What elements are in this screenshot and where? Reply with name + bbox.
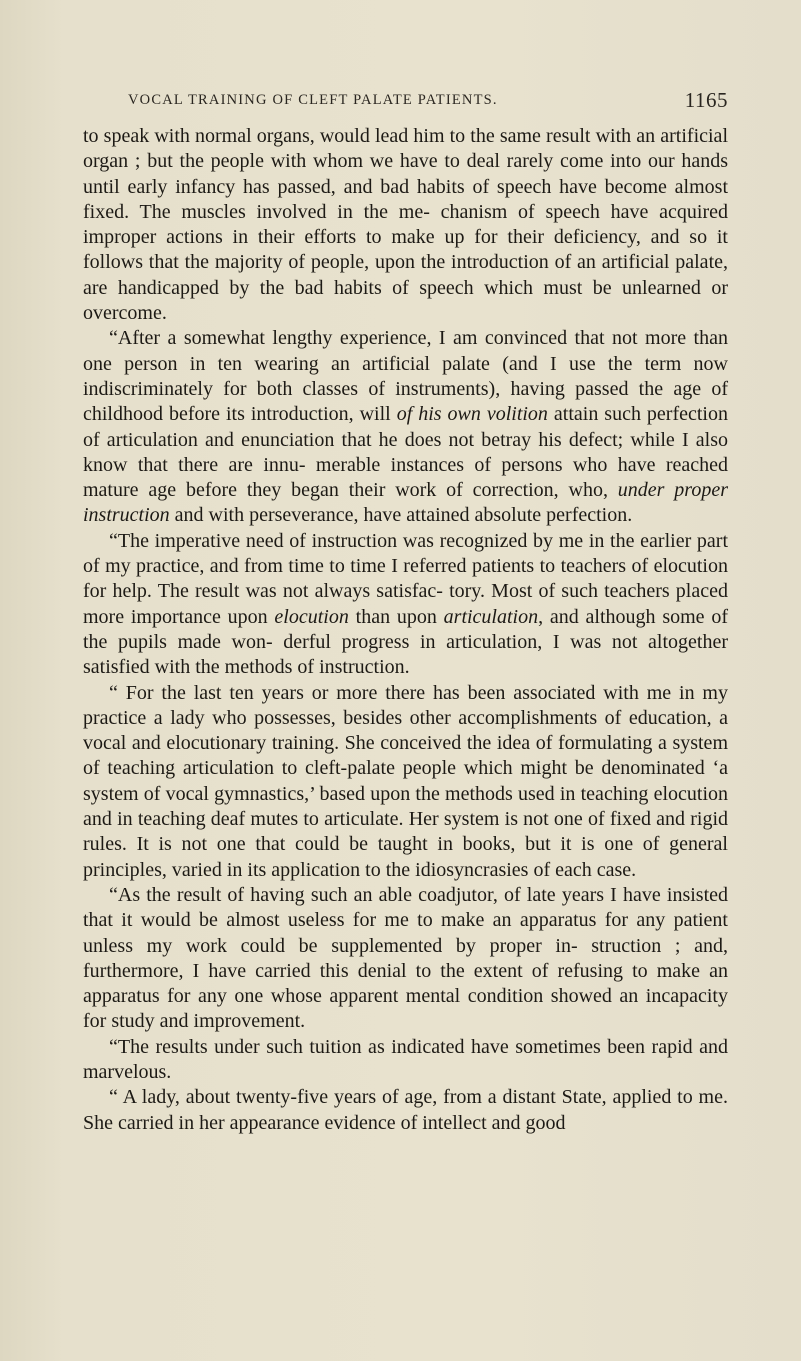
text-run: “The imperative need of instruction was recognized by me in the earlier part of my practice, and from time to time I referred patients to teachers of elocution for help. The result was not always satisfac- tory. Most of such teachers placed more importance upon bbox=[83, 529, 728, 628]
text-run: , and although some of the pupils made won- derful progress in articulation, I was not altogether satisfied with the methods of instruction. bbox=[83, 605, 728, 679]
text-run: and with perseverance, have attained absolute perfection. bbox=[169, 504, 633, 527]
paragraph bbox=[83, 681, 728, 883]
body-text bbox=[83, 124, 728, 1136]
paragraph bbox=[83, 1035, 728, 1086]
text-run: “The results under such tuition as indicated have sometimes been rapid and marvelous. bbox=[83, 1035, 728, 1083]
text-run: attain such perfection of articulation and enunciation that he does not betray his defect; while I also know that there are innu- merable instances of persons who have reached mature age before they began their work of correction, who, bbox=[83, 403, 728, 502]
italic-phrase: elocution bbox=[274, 605, 349, 628]
text-run: “ For the last ten years or more there has been associated with me in my practice a lady who possesses, besides other accomplishments of education, a vocal and elocutionary training. She conceived the idea of formulating a system of teaching articulation to cleft-palate people which might be denominated ‘a system of vocal gymnastics,’ based upon the methods used in teaching elocution and in teaching deaf mutes to articulate. Her system is not one of fixed and rigid rules. It is not one that could be taught in books, but it is one of general principles, varied in its application to the idiosyncrasies of each case. bbox=[83, 681, 728, 881]
paragraph bbox=[83, 124, 728, 326]
running-title: VOCAL TRAINING OF CLEFT PALATE PATIENTS. bbox=[128, 92, 498, 108]
text-run: to speak with normal organs, would lead him to the same result with an artificial organ ; but the people with whom we have to deal rarely come into our hands until early infancy has passed, and bad habits of speech have become almost fixed. The muscles involved in the me- chanism of speech have acquired improper actions in their efforts to make up for their deficiency, and so it follows that the majority of people, upon the introduction of an artificial palate, are handicapped by the bad habits of speech which must be unlearned or overcome. bbox=[83, 125, 728, 325]
paragraph bbox=[83, 529, 728, 681]
text-run: than upon bbox=[348, 605, 444, 628]
italic-phrase: under proper instruction bbox=[83, 479, 728, 527]
italic-phrase: articulation bbox=[443, 605, 539, 628]
page-header bbox=[128, 88, 728, 118]
paragraph bbox=[83, 883, 728, 1035]
text-run: “As the result of having such an able coadjutor, of late years I have insisted that it would be almost useless for me to make an apparatus for any patient unless my work could be supplemented by proper in- struction ; and, furthermore, I have carried this denial to the extent of refusing to make an apparatus for any one whose apparent mental condition showed an incapacity for study and improvement. bbox=[83, 883, 728, 1033]
text-run: “After a somewhat lengthy experience, I am convinced that not more than one person in ten wearing an artificial palate (and I use the term now indiscriminately for both classes of instruments), having passed the age of childhood before its introduction, will bbox=[83, 327, 728, 426]
italic-phrase: of his own volition bbox=[396, 403, 548, 426]
paragraph bbox=[83, 1085, 728, 1136]
page-number: 1165 bbox=[684, 88, 728, 112]
paragraph bbox=[83, 326, 728, 528]
text-run: “ A lady, about twenty-five years of age, from a distant State, applied to me. She carried in her appearance evidence of intellect and good bbox=[83, 1086, 728, 1134]
